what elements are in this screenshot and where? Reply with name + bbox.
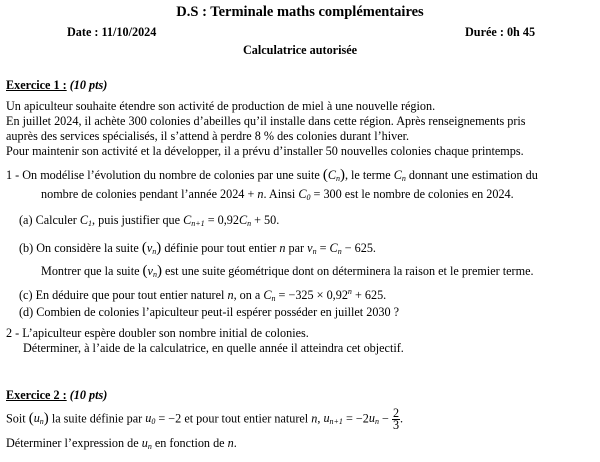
exercise-1-heading: Exercice 1 :: [6, 78, 67, 92]
question-1-text-e: . Ainsi: [263, 187, 296, 201]
exercise-2-heading: Exercice 2 :: [6, 388, 67, 402]
question-1b-text-e: est une suite géométrique dont on déterminera la raison et le premier terme.: [165, 264, 534, 278]
exercise-2-text-b: la suite définie par: [51, 411, 143, 426]
question-1b-text-d: Montrer que la suite: [41, 264, 140, 278]
exercise-2-text-d: Déterminer l’expression de: [6, 436, 139, 450]
exercise-2-text-e: en fonction de: [154, 436, 225, 450]
exercise-2-text-a: Soit: [6, 411, 26, 426]
exercise-2-line-1: Soit $(u_n)$ la suite définie par $u_0 = -2$ et pour tout entier naturel n, $u_{n+1} = -2u_n$ − $\frac{2}{3}$ .: [6, 406, 404, 432]
exercise-2-title: [6, 388, 107, 403]
intro-line-2: En juillet 2024, il achète 300 colonies d’abeilles qu’il installe dans cette région. Après renseignements pris: [6, 114, 526, 128]
question-1b-text-a: (b) On considère la suite: [19, 241, 139, 255]
question-1a: (a) Calculer $C_1$, puis justifier que $C_{n+1} = 0,92C_n + 50$.: [19, 213, 280, 228]
question-1-text-c: donnant une estimation du: [408, 168, 538, 182]
question-1-line-2: nombre de colonies pendant l’année 2024 + n. Ainsi $C_0 = 300$ est le nombre de colonies en 2024.: [41, 187, 514, 202]
question-1a-text-a: (a) Calculer: [19, 213, 77, 227]
question-1a-text-b: , puis justifier que: [92, 213, 181, 227]
exam-date: Date : 11/10/2024: [67, 25, 157, 39]
question-1d: (d) Combien de colonies l’apiculteur peut-il espérer posséder en juillet 2030 ?: [19, 305, 400, 319]
exam-duration: Durée : 0h 45: [465, 25, 536, 39]
question-1-text-b: , le terme: [344, 168, 391, 182]
question-1-text-d: nombre de colonies pendant l’année 2024 +: [41, 187, 255, 201]
intro-line-3: auprès des services spécialisés, il s’attend à perdre 8 % des colonies durant l’hiver.: [6, 129, 410, 143]
question-1-text-f: est le nombre de colonies en 2024.: [344, 187, 514, 201]
question-1c: (c) En déduire que pour tout entier naturel n, on a $C_n = -325 \times 0,92^n + 625$.: [19, 287, 387, 303]
intro-line-1: Un apiculteur souhaite étendre son activité de production de miel à une nouvelle région.: [6, 99, 436, 113]
intro-line-4: Pour maintenir son activité et la développer, il a prévu d’installer 50 nouvelles colonies chaque printemps.: [6, 144, 524, 158]
question-2-line-2: Déterminer, à l’aide de la calculatrice, en quelle année il atteindra cet objectif.: [23, 341, 404, 355]
exercise-2-text-c: et pour tout entier naturel: [184, 411, 309, 426]
question-1b-text-c: par: [288, 241, 305, 255]
exercise-1-points: (10 pts): [69, 78, 108, 92]
question-1b-text-b: définie pour tout entier: [164, 241, 277, 255]
question-1-line-1: 1 - On modélise l’évolution du nombre de colonies par une suite $(C_n)$, le terme $C_n$ donnant une estimation du: [6, 167, 538, 183]
question-1b-line-2: Montrer que la suite $(v_n)$ est une suite géométrique dont on déterminera la raison et le premier terme.: [41, 263, 534, 279]
question-1c-text-a: (c) En déduire que pour tout entier naturel: [19, 288, 225, 302]
calculator-notice: Calculatrice autorisée: [242, 43, 358, 57]
fraction-two-thirds: $\frac{2}{3}$: [392, 406, 400, 432]
page-title: D.S : Terminale maths complémentaires: [176, 4, 424, 20]
exercise-1-title: [6, 78, 107, 93]
question-1-text-a: 1 - On modélise l’évolution du nombre de colonies par une suite: [6, 168, 320, 182]
question-1b-line-1: (b) On considère la suite $(v_n)$ définie pour tout entier n par $v_n = C_n - 625$.: [19, 240, 376, 256]
exercise-2-points: (10 pts): [69, 388, 108, 402]
question-1c-text-b: , on a: [233, 288, 261, 302]
exercise-2-line-2: Déterminer l’expression de $u_n$ en fonction de n.: [6, 436, 237, 451]
question-2-line-1: 2 - L’apiculteur espère doubler son nombre initial de colonies.: [6, 326, 309, 340]
